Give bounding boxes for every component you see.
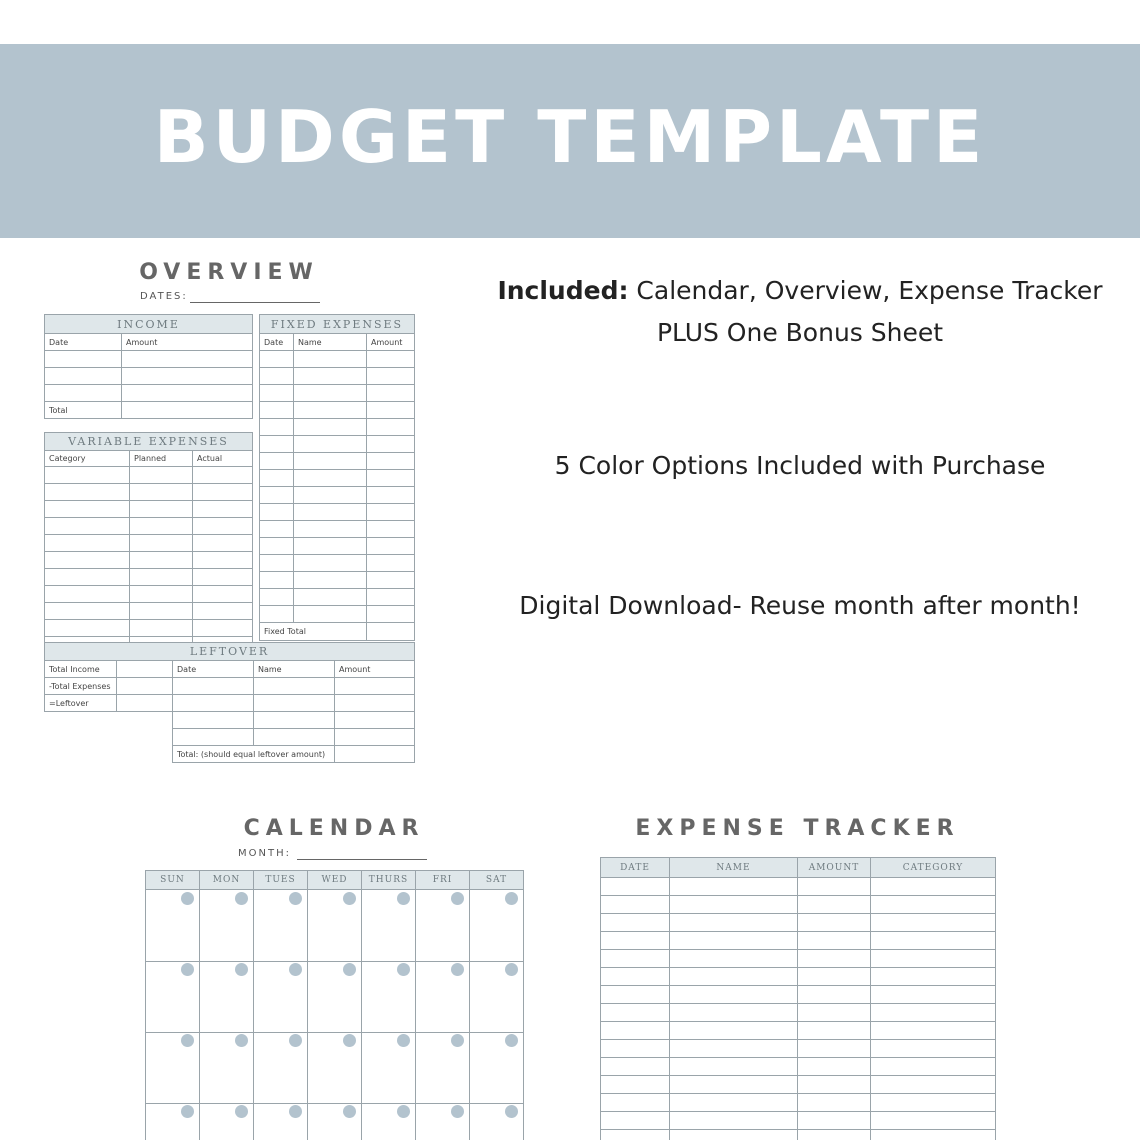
tracker-row xyxy=(601,968,996,986)
variable-cell[interactable] xyxy=(193,586,253,603)
included-line xyxy=(470,276,1130,305)
month-line xyxy=(297,859,427,860)
leftover-total-cell[interactable] xyxy=(335,746,415,763)
fixed-cell[interactable] xyxy=(260,436,294,453)
variable-col-category: Category xyxy=(45,451,130,467)
banner-title: BUDGET TEMPLATE xyxy=(153,95,987,179)
leftover-cell[interactable] xyxy=(254,712,335,729)
income-cell[interactable] xyxy=(122,385,253,402)
leftover-col-date: Date xyxy=(173,661,254,678)
tracker-cell[interactable] xyxy=(871,1076,996,1094)
fixed-cell[interactable] xyxy=(260,470,294,487)
date-marker-dot xyxy=(181,892,194,905)
fixed-cell[interactable] xyxy=(260,572,294,589)
income-table xyxy=(44,314,253,419)
date-marker-dot xyxy=(289,963,302,976)
leftover-total-income-label: Total Income xyxy=(45,661,117,678)
variable-cell[interactable] xyxy=(130,620,193,637)
tracker-cell[interactable] xyxy=(798,950,871,968)
leftover-header: LEFTOVER xyxy=(45,643,415,661)
tracker-cell[interactable] xyxy=(670,878,798,896)
fixed-cell[interactable] xyxy=(367,555,415,572)
leftover-cell[interactable] xyxy=(335,678,415,695)
tracker-cell[interactable] xyxy=(798,1022,871,1040)
tracker-cell[interactable] xyxy=(670,986,798,1004)
tracker-cell[interactable] xyxy=(871,968,996,986)
tracker-cell[interactable] xyxy=(798,914,871,932)
variable-cell[interactable] xyxy=(193,620,253,637)
tracker-cell[interactable] xyxy=(670,1040,798,1058)
leftover-cell[interactable] xyxy=(117,661,173,678)
tracker-cell[interactable] xyxy=(871,878,996,896)
fixed-cell[interactable] xyxy=(294,589,367,606)
variable-col-planned: Planned xyxy=(130,451,193,467)
leftover-cell[interactable] xyxy=(117,678,173,695)
tracker-cell[interactable] xyxy=(871,1112,996,1130)
fixed-cell[interactable] xyxy=(260,606,294,623)
leftover-cell[interactable] xyxy=(254,695,335,712)
tracker-cell[interactable] xyxy=(601,1094,670,1112)
leftover-cell[interactable] xyxy=(173,712,254,729)
date-marker-dot xyxy=(343,1105,356,1118)
income-cell[interactable] xyxy=(122,368,253,385)
fixed-cell[interactable] xyxy=(367,436,415,453)
tracker-cell[interactable] xyxy=(601,914,670,932)
tracker-cell[interactable] xyxy=(871,1058,996,1076)
fixed-cell[interactable] xyxy=(367,385,415,402)
variable-cell[interactable] xyxy=(45,535,130,552)
included-items: Calendar, Overview, Expense Tracker xyxy=(636,276,1103,305)
fixed-cell[interactable] xyxy=(367,504,415,521)
variable-cell[interactable] xyxy=(45,484,130,501)
tracker-row xyxy=(601,1004,996,1022)
tracker-cell[interactable] xyxy=(670,968,798,986)
fixed-cell[interactable] xyxy=(294,555,367,572)
variable-cell[interactable] xyxy=(45,586,130,603)
tracker-cell[interactable] xyxy=(670,1112,798,1130)
tracker-row xyxy=(601,1076,996,1094)
fixed-cell[interactable] xyxy=(260,487,294,504)
tracker-cell[interactable] xyxy=(871,1094,996,1112)
download-line: Digital Download- Reuse month after month! xyxy=(519,591,1081,620)
fixed-cell[interactable] xyxy=(260,504,294,521)
fixed-total-label: Fixed Total xyxy=(260,623,367,641)
variable-cell[interactable] xyxy=(130,501,193,518)
fixed-cell[interactable] xyxy=(260,521,294,538)
tracker-cell[interactable] xyxy=(601,950,670,968)
fixed-cell[interactable] xyxy=(294,419,367,436)
date-marker-dot xyxy=(397,1034,410,1047)
date-marker-dot xyxy=(289,1034,302,1047)
fixed-cell[interactable] xyxy=(260,555,294,572)
variable-cell[interactable] xyxy=(45,569,130,586)
fixed-cell[interactable] xyxy=(294,402,367,419)
tracker-title: EXPENSE TRACKER xyxy=(635,816,960,841)
income-cell[interactable] xyxy=(45,385,122,402)
tracker-cell[interactable] xyxy=(601,1112,670,1130)
fixed-cell[interactable] xyxy=(294,487,367,504)
date-marker-dot xyxy=(289,1105,302,1118)
fixed-cell[interactable] xyxy=(367,606,415,623)
fixed-cell[interactable] xyxy=(260,453,294,470)
fixed-cell[interactable] xyxy=(294,453,367,470)
tracker-col-name: NAME xyxy=(670,858,798,878)
fixed-expenses-table xyxy=(259,314,415,641)
tracker-row xyxy=(601,986,996,1004)
variable-header: VARIABLE EXPENSES xyxy=(45,433,253,451)
tracker-cell[interactable] xyxy=(798,1004,871,1022)
fixed-cell[interactable] xyxy=(367,538,415,555)
date-marker-dot xyxy=(235,1105,248,1118)
tracker-cell[interactable] xyxy=(601,986,670,1004)
variable-cell[interactable] xyxy=(45,620,130,637)
tracker-cell[interactable] xyxy=(798,1076,871,1094)
date-marker-dot xyxy=(343,963,356,976)
date-marker-dot xyxy=(505,892,518,905)
fixed-cell[interactable] xyxy=(294,368,367,385)
fixed-cell[interactable] xyxy=(260,351,294,368)
income-total-cell[interactable] xyxy=(122,402,253,419)
leftover-result-label: =Leftover xyxy=(45,695,117,712)
fixed-cell[interactable] xyxy=(294,436,367,453)
tracker-cell[interactable] xyxy=(798,1058,871,1076)
date-marker-dot xyxy=(289,892,302,905)
variable-cell[interactable] xyxy=(193,552,253,569)
date-marker-dot xyxy=(505,963,518,976)
tracker-row xyxy=(601,1040,996,1058)
date-marker-dot xyxy=(451,1034,464,1047)
date-marker-dot xyxy=(343,1034,356,1047)
fixed-cell[interactable] xyxy=(294,538,367,555)
day-header-fri: FRI xyxy=(416,871,470,890)
fixed-cell[interactable] xyxy=(367,521,415,538)
fixed-cell[interactable] xyxy=(294,521,367,538)
variable-cell[interactable] xyxy=(193,535,253,552)
variable-cell[interactable] xyxy=(193,518,253,535)
day-header-tues: TUES xyxy=(254,871,308,890)
date-marker-dot xyxy=(181,963,194,976)
tracker-cell[interactable] xyxy=(601,968,670,986)
fixed-cell[interactable] xyxy=(260,589,294,606)
variable-cell[interactable] xyxy=(45,501,130,518)
variable-col-actual: Actual xyxy=(193,451,253,467)
variable-cell[interactable] xyxy=(193,569,253,586)
tracker-cell[interactable] xyxy=(871,1022,996,1040)
leftover-cell[interactable] xyxy=(117,695,173,712)
dates-label: DATES: xyxy=(140,291,188,302)
tracker-row xyxy=(601,878,996,896)
fixed-cell[interactable] xyxy=(367,589,415,606)
tracker-cell[interactable] xyxy=(670,932,798,950)
tracker-cell[interactable] xyxy=(601,1004,670,1022)
income-cell[interactable] xyxy=(45,368,122,385)
leftover-cell[interactable] xyxy=(335,712,415,729)
tracker-cell[interactable] xyxy=(798,986,871,1004)
tracker-cell[interactable] xyxy=(670,1058,798,1076)
tracker-row xyxy=(601,950,996,968)
leftover-total-label: Total: (should equal leftover amount) xyxy=(173,746,335,763)
tracker-row xyxy=(601,1094,996,1112)
fixed-cell[interactable] xyxy=(367,368,415,385)
tracker-row xyxy=(601,1058,996,1076)
leftover-cell[interactable] xyxy=(254,678,335,695)
tracker-cell[interactable] xyxy=(871,1130,996,1140)
tracker-cell[interactable] xyxy=(601,1076,670,1094)
tracker-cell[interactable] xyxy=(601,1058,670,1076)
tracker-cell[interactable] xyxy=(798,1112,871,1130)
title-banner xyxy=(0,44,1140,238)
income-cell[interactable] xyxy=(122,351,253,368)
date-marker-dot xyxy=(397,892,410,905)
fixed-cell[interactable] xyxy=(294,504,367,521)
leftover-cell[interactable] xyxy=(335,729,415,746)
leftover-spacer xyxy=(45,746,173,763)
income-cell[interactable] xyxy=(45,351,122,368)
tracker-cell[interactable] xyxy=(798,1040,871,1058)
tracker-cell[interactable] xyxy=(601,932,670,950)
variable-cell[interactable] xyxy=(193,467,253,484)
fixed-cell[interactable] xyxy=(367,419,415,436)
date-marker-dot xyxy=(505,1034,518,1047)
fixed-cell[interactable] xyxy=(367,487,415,504)
variable-cell[interactable] xyxy=(130,518,193,535)
tracker-cell[interactable] xyxy=(871,1004,996,1022)
tracker-col-amount: AMOUNT xyxy=(798,858,871,878)
day-header-sun: SUN xyxy=(146,871,200,890)
bonus-line: PLUS One Bonus Sheet xyxy=(656,318,944,347)
color-options-line: 5 Color Options Included with Purchase xyxy=(554,451,1046,480)
fixed-cell[interactable] xyxy=(294,351,367,368)
date-marker-dot xyxy=(397,1105,410,1118)
date-marker-dot xyxy=(181,1105,194,1118)
tracker-cell[interactable] xyxy=(798,932,871,950)
tracker-cell[interactable] xyxy=(601,878,670,896)
fixed-cell[interactable] xyxy=(367,453,415,470)
date-marker-dot xyxy=(397,963,410,976)
fixed-cell[interactable] xyxy=(294,385,367,402)
date-marker-dot xyxy=(181,1034,194,1047)
day-header-sat: SAT xyxy=(470,871,524,890)
tracker-cell[interactable] xyxy=(871,950,996,968)
tracker-row xyxy=(601,932,996,950)
tracker-cell[interactable] xyxy=(601,1040,670,1058)
fixed-cell[interactable] xyxy=(260,402,294,419)
variable-cell[interactable] xyxy=(130,569,193,586)
tracker-cell[interactable] xyxy=(798,896,871,914)
fixed-cell[interactable] xyxy=(367,402,415,419)
month-label: MONTH: xyxy=(238,848,291,859)
tracker-cell[interactable] xyxy=(798,968,871,986)
fixed-cell[interactable] xyxy=(294,470,367,487)
day-header-mon: MON xyxy=(200,871,254,890)
income-col-date: Date xyxy=(45,334,122,351)
fixed-cell[interactable] xyxy=(260,538,294,555)
leftover-spacer xyxy=(45,712,173,729)
leftover-cell[interactable] xyxy=(173,695,254,712)
variable-cell[interactable] xyxy=(130,603,193,620)
variable-cell[interactable] xyxy=(193,603,253,620)
fixed-cell[interactable] xyxy=(294,572,367,589)
tracker-cell[interactable] xyxy=(670,896,798,914)
tracker-cell[interactable] xyxy=(798,1130,871,1140)
leftover-spacer xyxy=(45,729,173,746)
tracker-cell[interactable] xyxy=(871,932,996,950)
tracker-cell[interactable] xyxy=(670,1004,798,1022)
tracker-cell[interactable] xyxy=(798,878,871,896)
variable-cell[interactable] xyxy=(130,467,193,484)
fixed-cell[interactable] xyxy=(260,419,294,436)
date-marker-dot xyxy=(235,892,248,905)
fixed-col-amount: Amount xyxy=(367,334,415,351)
tracker-row xyxy=(601,1022,996,1040)
variable-cell[interactable] xyxy=(130,552,193,569)
leftover-col-amount: Amount xyxy=(335,661,415,678)
fixed-col-name: Name xyxy=(294,334,367,351)
tracker-cell[interactable] xyxy=(601,896,670,914)
variable-cell[interactable] xyxy=(130,484,193,501)
fixed-cell[interactable] xyxy=(260,368,294,385)
expense-tracker-table xyxy=(600,857,996,1140)
variable-cell[interactable] xyxy=(45,603,130,620)
tracker-cell[interactable] xyxy=(798,1094,871,1112)
fixed-cell[interactable] xyxy=(367,351,415,368)
date-marker-dot xyxy=(235,963,248,976)
variable-cell[interactable] xyxy=(193,501,253,518)
leftover-col-name: Name xyxy=(254,661,335,678)
leftover-cell[interactable] xyxy=(173,729,254,746)
tracker-cell[interactable] xyxy=(670,1076,798,1094)
variable-cell[interactable] xyxy=(130,535,193,552)
tracker-cell[interactable] xyxy=(670,1130,798,1140)
tracker-col-date: DATE xyxy=(601,858,670,878)
fixed-total-cell[interactable] xyxy=(367,623,415,641)
tracker-cell[interactable] xyxy=(601,1022,670,1040)
overview-title: OVERVIEW xyxy=(139,260,319,285)
income-col-amount: Amount xyxy=(122,334,253,351)
variable-expenses-table xyxy=(44,432,253,655)
variable-cell[interactable] xyxy=(130,586,193,603)
variable-cell[interactable] xyxy=(45,518,130,535)
tracker-col-category: CATEGORY xyxy=(871,858,996,878)
fixed-cell[interactable] xyxy=(367,470,415,487)
leftover-cell[interactable] xyxy=(335,695,415,712)
date-marker-dot xyxy=(451,1105,464,1118)
variable-cell[interactable] xyxy=(193,484,253,501)
fixed-header: FIXED EXPENSES xyxy=(260,315,415,334)
tracker-cell[interactable] xyxy=(871,914,996,932)
leftover-cell[interactable] xyxy=(254,729,335,746)
tracker-cell[interactable] xyxy=(871,986,996,1004)
tracker-cell[interactable] xyxy=(670,1094,798,1112)
variable-cell[interactable] xyxy=(45,552,130,569)
date-marker-dot xyxy=(343,892,356,905)
date-marker-dot xyxy=(451,963,464,976)
tracker-cell[interactable] xyxy=(670,1022,798,1040)
income-total-label: Total xyxy=(45,402,122,419)
tracker-row xyxy=(601,896,996,914)
date-marker-dot xyxy=(505,1105,518,1118)
tracker-cell[interactable] xyxy=(601,1130,670,1140)
fixed-cell[interactable] xyxy=(260,385,294,402)
day-header-thurs: THURS xyxy=(362,871,416,890)
tracker-row xyxy=(601,1112,996,1130)
fixed-cell[interactable] xyxy=(367,572,415,589)
calendar-grid xyxy=(145,870,524,1140)
tracker-cell[interactable] xyxy=(670,950,798,968)
income-header: INCOME xyxy=(45,315,253,334)
leftover-cell[interactable] xyxy=(173,678,254,695)
leftover-table xyxy=(44,642,415,763)
date-marker-dot xyxy=(451,892,464,905)
variable-cell[interactable] xyxy=(45,467,130,484)
tracker-row xyxy=(601,914,996,932)
dates-line xyxy=(190,302,320,303)
tracker-row xyxy=(601,1130,996,1140)
fixed-cell[interactable] xyxy=(294,606,367,623)
tracker-cell[interactable] xyxy=(670,914,798,932)
fixed-col-date: Date xyxy=(260,334,294,351)
tracker-cell[interactable] xyxy=(871,1040,996,1058)
day-header-wed: WED xyxy=(308,871,362,890)
tracker-cell[interactable] xyxy=(871,896,996,914)
calendar-title: CALENDAR xyxy=(243,816,425,841)
date-marker-dot xyxy=(235,1034,248,1047)
leftover-total-expenses-label: -Total Expenses xyxy=(45,678,117,695)
included-label: Included: xyxy=(497,276,629,305)
